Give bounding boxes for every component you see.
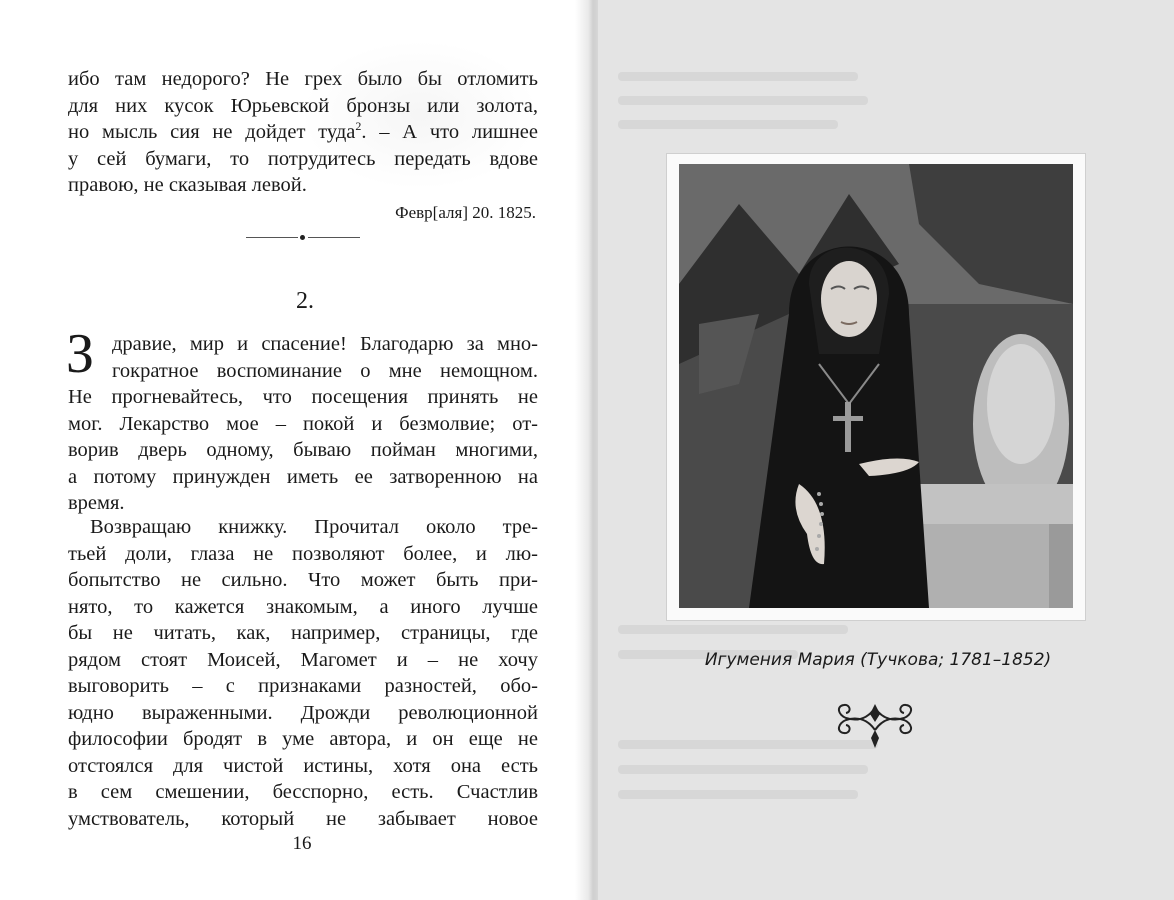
letter-date: Февр[аля] 20. 1825. (395, 203, 536, 222)
text-line: правою, не сказывая левой. (68, 174, 307, 196)
text-line: ворив дверь одному, бываю пойман многими, (68, 439, 538, 461)
section-divider (246, 232, 360, 244)
text-line: умствователь, который не забывает новое (68, 807, 538, 830)
footnote-marker: 2 (355, 119, 362, 134)
divider-rule (246, 237, 298, 238)
paragraph-1 (68, 358, 538, 517)
floral-ornament-icon (830, 700, 920, 752)
continuation-text (68, 66, 538, 199)
text-line: нято, то кажется знакомым, а иного лучше (68, 595, 538, 618)
section-number: 2. (296, 288, 314, 314)
text-line-with-footnote (68, 119, 538, 146)
right-page (598, 0, 1174, 900)
text-line: для них кусок Юрьевской бронзы или золота, (68, 94, 538, 117)
text-fragment: . – А что лишнее (361, 121, 538, 143)
text-line: гократное воспоминание о мне немощном. (112, 359, 538, 382)
drop-cap: З (66, 323, 95, 385)
portrait-caption: Игумения Мария (Тучкова; 1781–1852) (704, 650, 1052, 670)
portrait-frame (666, 153, 1086, 621)
text-line: а потому принужден иметь ее затворенною на (68, 465, 538, 488)
text-line: мог. Лекарство мое – покой и безмолвие; от- (68, 412, 538, 435)
text-line: время. (68, 492, 125, 514)
paragraph-1-first-lines (112, 331, 538, 358)
paragraph-2 (68, 514, 538, 832)
text-line: отстоялся для чистой истины, хотя она есть (68, 754, 538, 777)
text-line: у сей бумаги, то потрудитесь передать вдове (68, 147, 538, 170)
nun-portrait-illustration (679, 164, 1073, 608)
text-line: выговорить – с признаками разностей, обо- (68, 675, 538, 697)
text-line: дравие, мир и спасение! Благодарю за мно- (112, 333, 538, 355)
divider-dot (300, 235, 305, 240)
text-line: рядом стоят Моисей, Магомет и – не хочу (68, 648, 538, 671)
text-fragment: но мысль сия не дойдет туда (68, 121, 356, 143)
text-line: юдно выраженными. Дрожди революционной (68, 701, 538, 724)
divider-rule (308, 237, 360, 238)
text-line: бы не читать, как, например, страницы, где (68, 622, 538, 644)
text-line: Возвращаю книжку. Прочитал около тре- (90, 516, 538, 538)
text-line: Не прогневайтесь, что посещения принять не (68, 386, 538, 408)
text-line: бопытство не сильно. Что может быть при- (68, 569, 538, 591)
text-line: ибо там недорого? Не грех было бы отломить (68, 68, 538, 90)
text-line: в сем смешении, бесспорно, есть. Счастлив (68, 781, 538, 803)
page-number: 16 (292, 833, 312, 854)
text-line: тьей доли, глаза не позволяют более, и лю- (68, 542, 538, 565)
text-line: философии бродят в уме автора, и он еще не (68, 728, 538, 750)
